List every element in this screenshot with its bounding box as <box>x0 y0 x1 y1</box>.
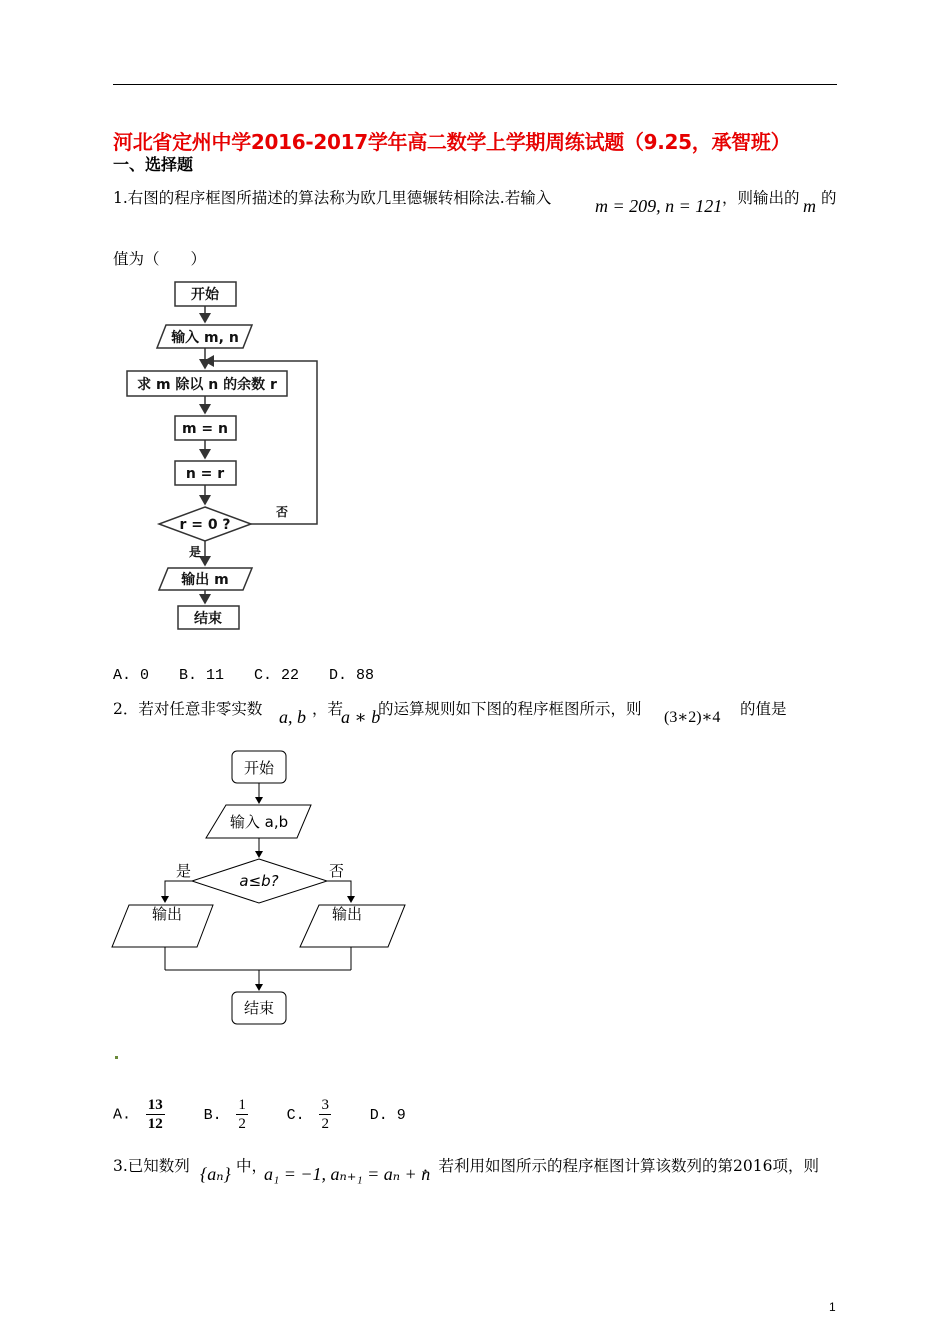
q2-out-right-label: 输出 <box>332 905 363 923</box>
q1-output-label: 输出 m <box>181 572 229 588</box>
q3-text-b: 中， <box>236 1157 268 1175</box>
q1-text-d: 值为（ ） <box>113 250 207 268</box>
q1-start-label: 开始 <box>191 287 219 303</box>
q2-no-label: 否 <box>329 862 345 880</box>
q1-text-b: ，则输出的 <box>722 189 800 207</box>
q2-math-expr: (3∗2)∗4 <box>664 709 721 726</box>
q1-assign1-label: m = n <box>181 421 229 437</box>
q2-yes-label: 是 <box>176 862 192 880</box>
q1-flowchart <box>100 270 340 640</box>
stray-dot <box>115 1056 118 1059</box>
q1-input-label: 输入 m, n <box>171 330 239 346</box>
q1-text-c: 的 <box>821 189 837 207</box>
q1-assign2-label: n = r <box>185 466 225 482</box>
q1-text: 1.右图的程序框图所描述的算法称为欧几里德辗转相除法.若输入 <box>113 189 552 207</box>
q1-compute-label: 求 m 除以 n 的余数 r <box>137 377 277 393</box>
q2-text-b: ，若 <box>312 700 344 718</box>
q3-text-c: ，若利用如图所示的程序框图计算该数列的第2016项，则 <box>423 1157 819 1175</box>
section-heading: 一、选择题 <box>113 155 194 174</box>
q2-math-op: a ∗ b <box>341 707 381 727</box>
q2-options: A. $\frac{13}{12}$ B. $\frac{1}{2}$ C. $\frac{3}{2}$ D. 9 <box>113 1097 406 1132</box>
q2-option-c-frac: $\frac{3}{2}$ <box>321 1097 329 1132</box>
q1-decision-label: r = 0 ? <box>179 517 231 533</box>
page-number: 1 <box>829 1300 836 1314</box>
q2-out-left-label: 输出 <box>152 905 183 923</box>
q1-math-m: m <box>803 196 816 216</box>
q2-decision-label: a≤b? <box>239 872 279 890</box>
paper-title: 河北省定州中学2016-2017学年高二数学上学期周练试题（9.25，承智班） <box>113 130 791 154</box>
q2-flowchart <box>108 745 413 1030</box>
q1-math-input: m = 209, n = 121 <box>595 196 723 216</box>
q2-start-label: 开始 <box>243 759 275 777</box>
q1-yes-label: 是 <box>188 545 202 559</box>
q3-math-seq: {aₙ} <box>200 1164 231 1184</box>
q2-input-label: 输入 a,b <box>229 813 289 831</box>
q2-end-label: 结束 <box>243 999 275 1017</box>
q2-text-c: 的运算规则如下图的程序框图所示，则 <box>378 700 642 718</box>
q2-text-d: 的值是 <box>740 700 787 718</box>
q2-math-ab: a, b <box>279 707 306 727</box>
q1-no-label: 否 <box>275 505 289 519</box>
q2-option-a-frac: $\frac{13}{12}$ <box>147 1097 163 1132</box>
q3-math-rec: a₁ = −1, aₙ₊₁ = aₙ + n <box>264 1164 431 1184</box>
q3-text-a: 3.已知数列 <box>113 1157 190 1175</box>
header-rule <box>113 84 837 85</box>
q1-options: A. 0 B. 11 C. 22 D. 88 <box>113 667 375 684</box>
q2-option-b-frac: $\frac{1}{2}$ <box>238 1097 246 1132</box>
q2-text-a: 2．若对任意非零实数 <box>113 700 263 718</box>
q1-end-label: 结束 <box>194 611 222 627</box>
